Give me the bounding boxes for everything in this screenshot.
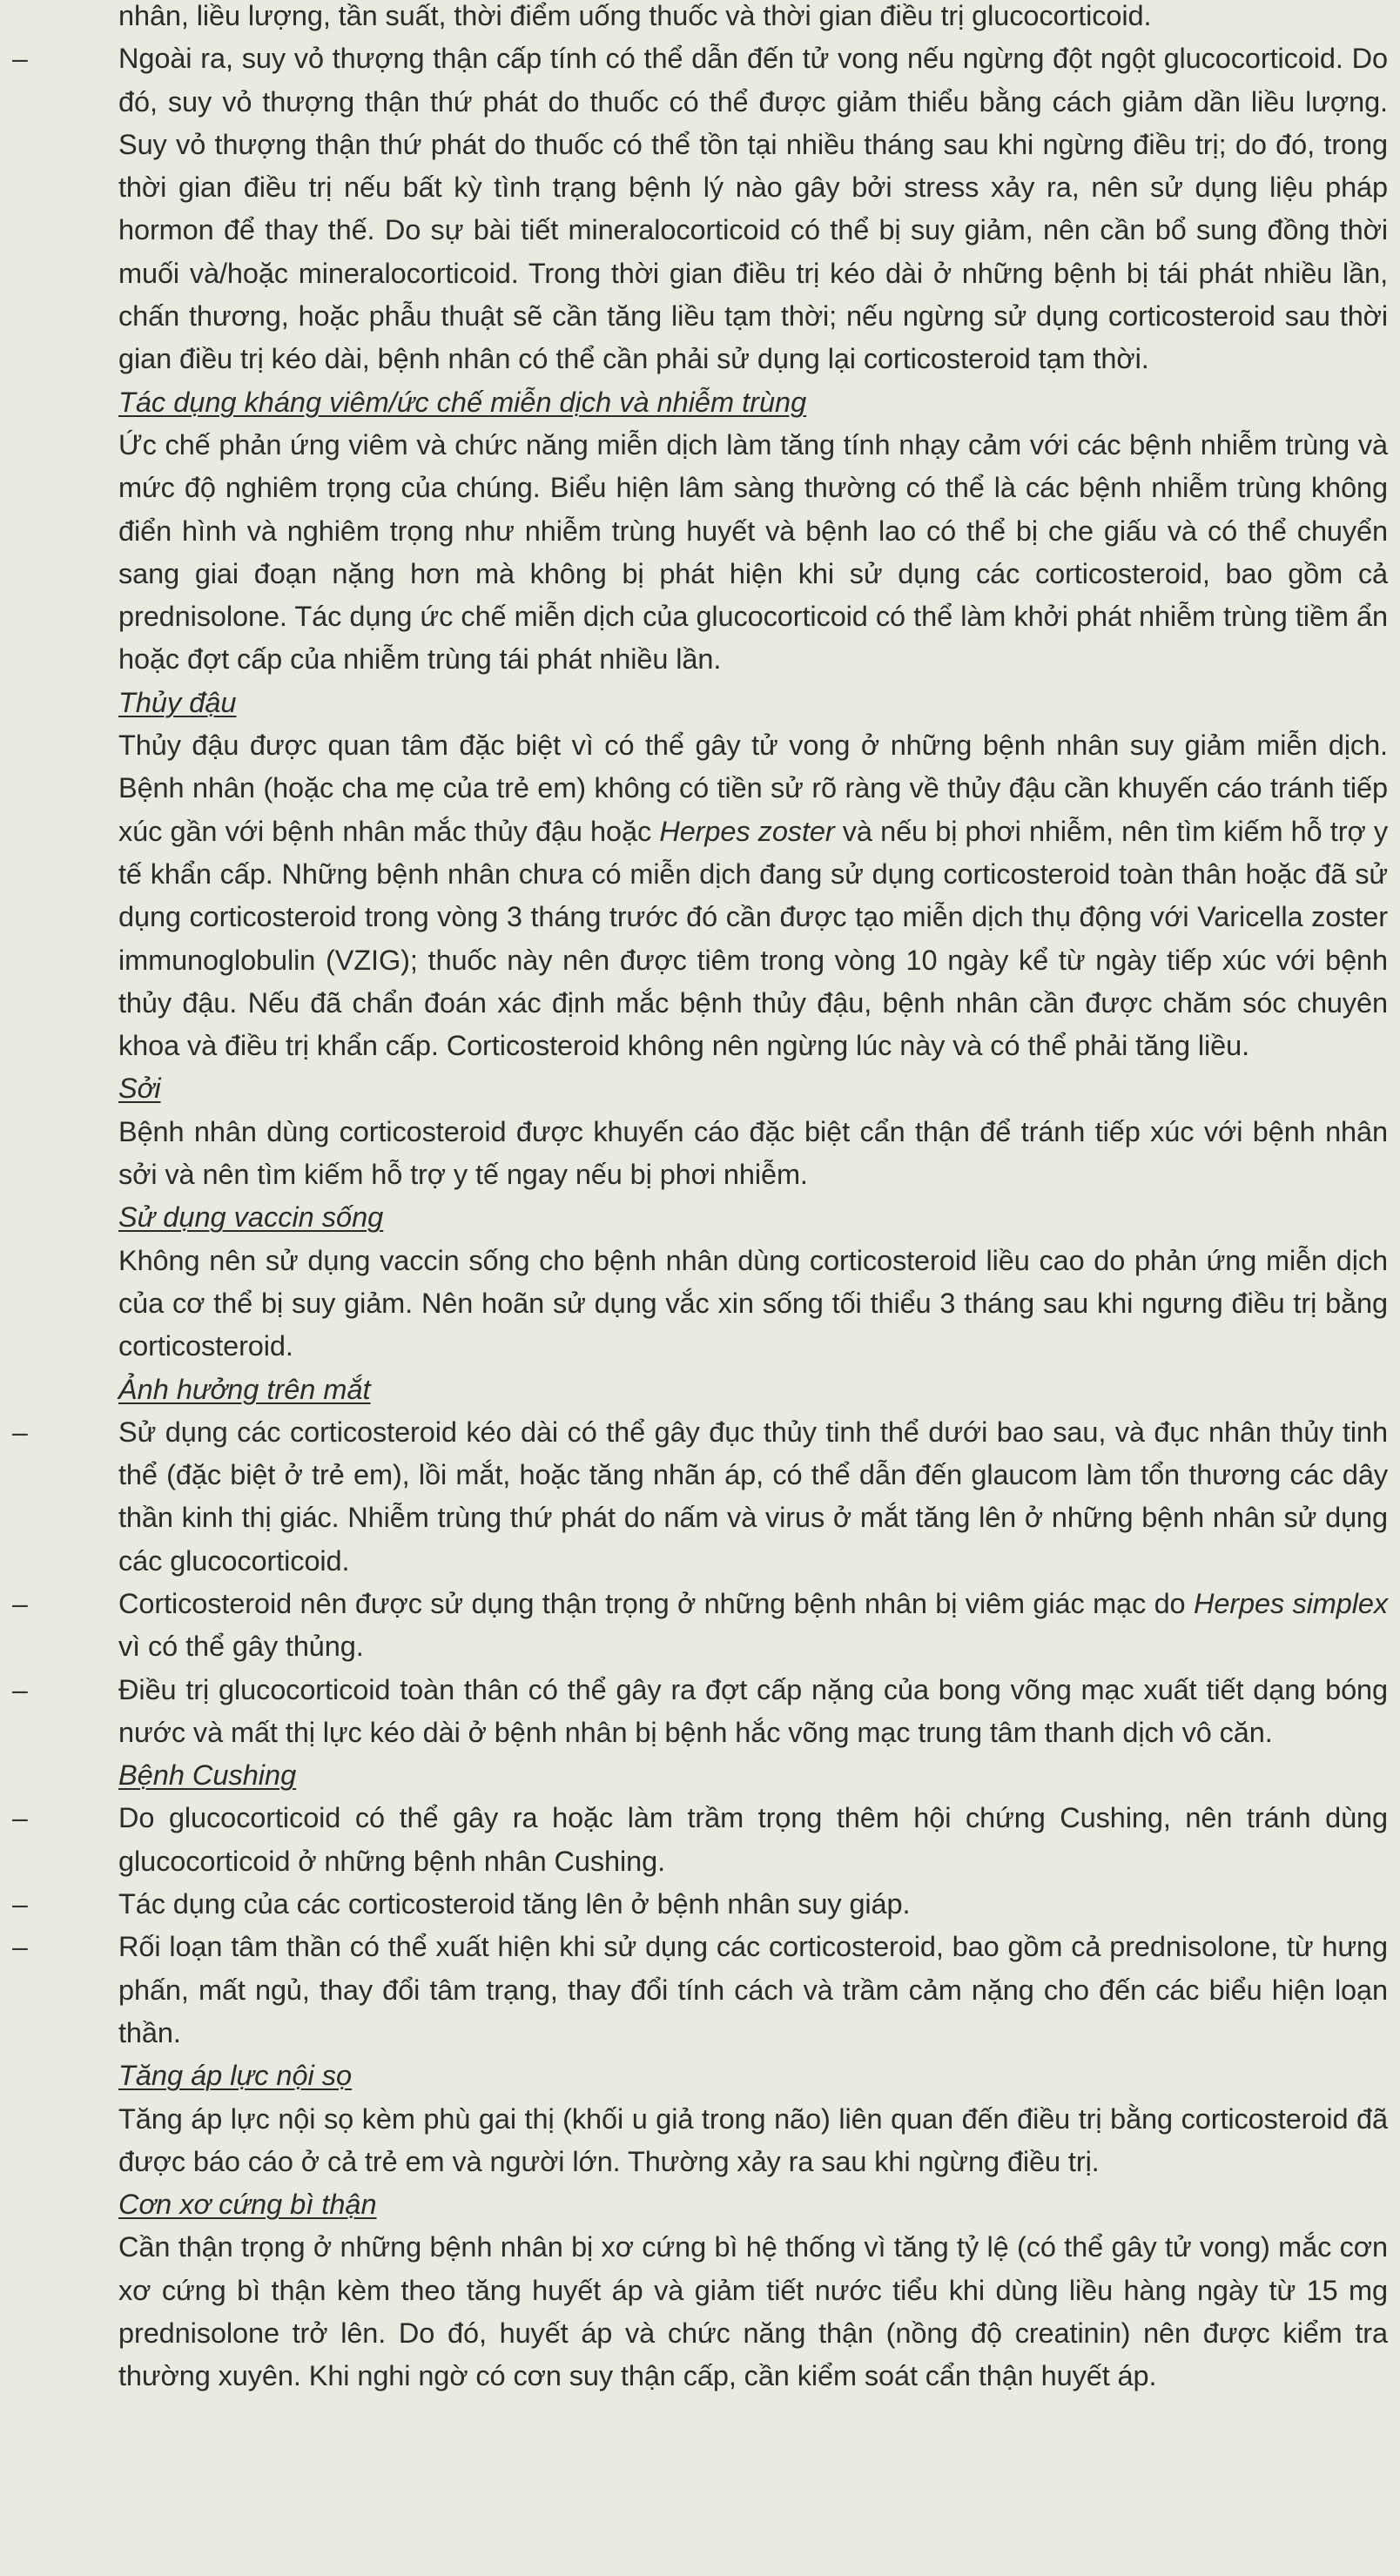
paragraph-text: Ngoài ra, suy vỏ thượng thận cấp tính có thể dẫn đến tử vong nếu ngừng đột ngột glucocorticoid. Do đó, suy vỏ thượng thận thứ phát do thuốc có thể được giảm thiểu bằng cách giảm dần liều lượng. Suy vỏ thượng thận thứ phát do thuốc có thể tồn tại nhiều tháng sau khi ngừng điều trị; do đó, trong thời gian điều trị nếu bất kỳ tình trạng bệnh lý nào gây bởi stress xảy ra, nên sử dụng liệu pháp hormon để thay thế. Do sự bài tiết mineralocorticoid có thể bị suy giảm, nên cần bổ sung đồng thời muối và/hoặc mineralocorticoid. Trong thời gian điều trị kéo dài ở những bệnh bị tái phát nhiều lần, chấn thương, hoặc phẫu thuật sẽ cần tăng liều tạm thời; nếu ngừng sử dụng corticosteroid sau thời gian điều trị kéo dài, bệnh nhân có thể cần phải sử dụng lại corticosteroid tạm thời. (118, 43, 1388, 375)
paragraph-text: Sử dụng các corticosteroid kéo dài có thể gây đục thủy tinh thể dưới bao sau, và đục nhân thủy tinh thể (đặc biệt ở trẻ em), lồi mắt, hoặc tăng nhãn áp, có thể dẫn đến glaucom làm tổn thương các dây thần kinh thị giác. Nhiễm trùng thứ phát do nấm và virus ở mắt tăng lên ở những bệnh nhân sử dụng các glucocorticoid. (118, 1416, 1388, 1577)
bullet-dash: – (12, 1931, 28, 1963)
paragraph-text: Rối loạn tâm thần có thể xuất hiện khi sử dụng các corticosteroid, bao gồm cả prednisolone, từ hưng phấn, mất ngủ, thay đổi tâm trạng, thay đổi tính cách và trầm cảm nặng cho đến các biểu hiện loạn thần. (118, 1931, 1388, 2048)
paragraph-text (118, 724, 1388, 1067)
bullet-item (0, 1583, 1388, 1669)
body-paragraph (0, 2226, 1388, 2398)
section-heading: Cơn xơ cứng bì thận (118, 2189, 377, 2221)
section-heading: Sử dụng vaccin sống (118, 1201, 384, 1234)
paragraph-text: nhân, liều lượng, tần suất, thời điểm uống thuốc và thời gian điều trị glucocorticoid. (118, 0, 1152, 31)
bullet-dash: – (12, 1673, 28, 1705)
bullet-item (0, 1669, 1388, 1755)
bullet-item (0, 1411, 1388, 1583)
text-run: Corticosteroid nên được sử dụng thận trọng ở những bệnh nhân bị viêm giác mạc do (118, 1587, 1194, 1619)
text-run: và nếu bị phơi nhiễm, nên tìm kiếm hỗ trợ y tế khẩn cấp. Những bệnh nhân chưa có miễn dịch đang sử dụng corticosteroid toàn thân hoặc đã sử dụng corticosteroid trong vòng 3 tháng trước đó cần được tạo miễn dịch thụ động với Varicella zoster immunoglobulin (VZIG); thuốc này nên được tiêm trong vòng 10 ngày kể từ ngày tiếp xúc với bệnh thủy đậu. Nếu đã chẩn đoán xác định mắc bệnh thủy đậu, bệnh nhân cần được chăm sóc chuyên khoa và điều trị khẩn cấp. Corticosteroid không nên ngừng lúc này và có thể phải tăng liều. (118, 815, 1388, 1062)
paragraph-text: Tăng áp lực nội sọ kèm phù gai thị (khối u giả trong não) liên quan đến điều trị bằng corticosteroid đã được báo cáo ở cả trẻ em và người lớn. Thường xảy ra sau khi ngừng điều trị. (118, 2102, 1388, 2177)
text-run: vì có thể gây thủng. (118, 1631, 364, 1663)
bullet-item (0, 1797, 1388, 1883)
bullet-item (0, 37, 1388, 380)
bullet-item (0, 1883, 1388, 1926)
bullet-dash: – (12, 1587, 28, 1619)
bullet-item (0, 1926, 1388, 2055)
section-heading: Bệnh Cushing (118, 1759, 297, 1792)
body-paragraph (0, 424, 1388, 682)
bullet-dash: – (12, 43, 28, 75)
body-paragraph (0, 0, 1388, 37)
paragraph-text: Tác dụng của các corticosteroid tăng lên ở bệnh nhân suy giáp. (118, 1888, 911, 1920)
section-heading: Tăng áp lực nội sọ (118, 2060, 353, 2092)
paragraph-text: Do glucocorticoid có thể gây ra hoặc làm trầm trọng thêm hội chứng Cushing, nên tránh dùng glucocorticoid ở những bệnh nhân Cushing. (118, 1802, 1388, 1877)
paragraph-text: Không nên sử dụng vaccin sống cho bệnh nhân dùng corticosteroid liều cao do phản ứng miễn dịch của cơ thể bị suy giảm. Nên hoãn sử dụng vắc xin sống tối thiểu 3 tháng sau khi ngưng điều trị bằng corticosteroid. (118, 1244, 1388, 1362)
body-paragraph (0, 1240, 1388, 1369)
italic-term: Herpes simplex (1193, 1587, 1389, 1619)
body-paragraph (0, 2098, 1388, 2184)
text-run: Thủy đậu được quan tâm đặc biệt vì có thể gây tử vong ở những bệnh nhân suy giảm miễn dịch. Bệnh nhân (hoặc cha mẹ của trẻ em) không có tiền sử rõ ràng về thủy đậu cần khuyến cáo tránh tiếp xúc gần với bệnh nhân mắc thủy đậu hoặc (118, 730, 1388, 847)
italic-term: Herpes zoster (659, 815, 835, 847)
paragraph-text: Bệnh nhân dùng corticosteroid được khuyến cáo đặc biệt cẩn thận để tránh tiếp xúc với bệnh nhân sởi và nên tìm kiếm hỗ trợ y tế ngay nếu bị phơi nhiễm. (118, 1115, 1388, 1191)
section-heading: Sởi (118, 1073, 161, 1105)
body-paragraph (0, 724, 1388, 1067)
bullet-dash: – (12, 1416, 28, 1448)
bullet-dash: – (12, 1802, 28, 1834)
paragraph-text: Điều trị glucocorticoid toàn thân có thể gây ra đợt cấp nặng của bong võng mạc xuất tiết dạng bóng nước và mất thị lực kéo dài ở bệnh nhân bị bệnh hắc võng mạc trung tâm thanh dịch vô căn. (118, 1673, 1388, 1748)
paragraph-text (118, 1583, 1388, 1669)
paragraph-text: Cần thận trọng ở những bệnh nhân bị xơ cứng bì hệ thống vì tăng tỷ lệ (có thể gây tử vong) mắc cơn xơ cứng bì thận kèm theo tăng huyết áp và giảm tiết nước tiểu khi dùng liều hàng ngày từ 15 mg prednisolone trở lên. Do đó, huyết áp và chức năng thận (nồng độ creatinin) nên được kiểm tra thường xuyên. Khi nghi ngờ có cơn suy thận cấp, cần kiểm soát cẩn thận huyết áp. (118, 2231, 1388, 2392)
section-heading: Tác dụng kháng viêm/ức chế miễn dịch và nhiễm trùng (118, 386, 807, 418)
section-heading: Ảnh hưởng trên mắt (118, 1373, 371, 1405)
section-heading: Thủy đậu (118, 686, 237, 718)
bullet-dash: – (12, 1888, 28, 1920)
body-paragraph (0, 1111, 1388, 1197)
paragraph-text: Ức chế phản ứng viêm và chức năng miễn dịch làm tăng tính nhạy cảm với các bệnh nhiễm trùng và mức độ nghiêm trọng của chúng. Biểu hiện lâm sàng thường có thể là các bệnh nhiễm trùng không điển hình và nghiêm trọng như nhiễm trùng huyết và bệnh lao có thể bị che giấu và có thể chuyển sang giai đoạn nặng hơn mà không bị phát hiện khi sử dụng các corticosteroid, bao gồm cả prednisolone. Tác dụng ức chế miễn dịch của glucocorticoid có thể làm khởi phát nhiễm trùng tiềm ẩn hoặc đợt cấp của nhiễm trùng tái phát nhiều lần. (118, 428, 1388, 676)
